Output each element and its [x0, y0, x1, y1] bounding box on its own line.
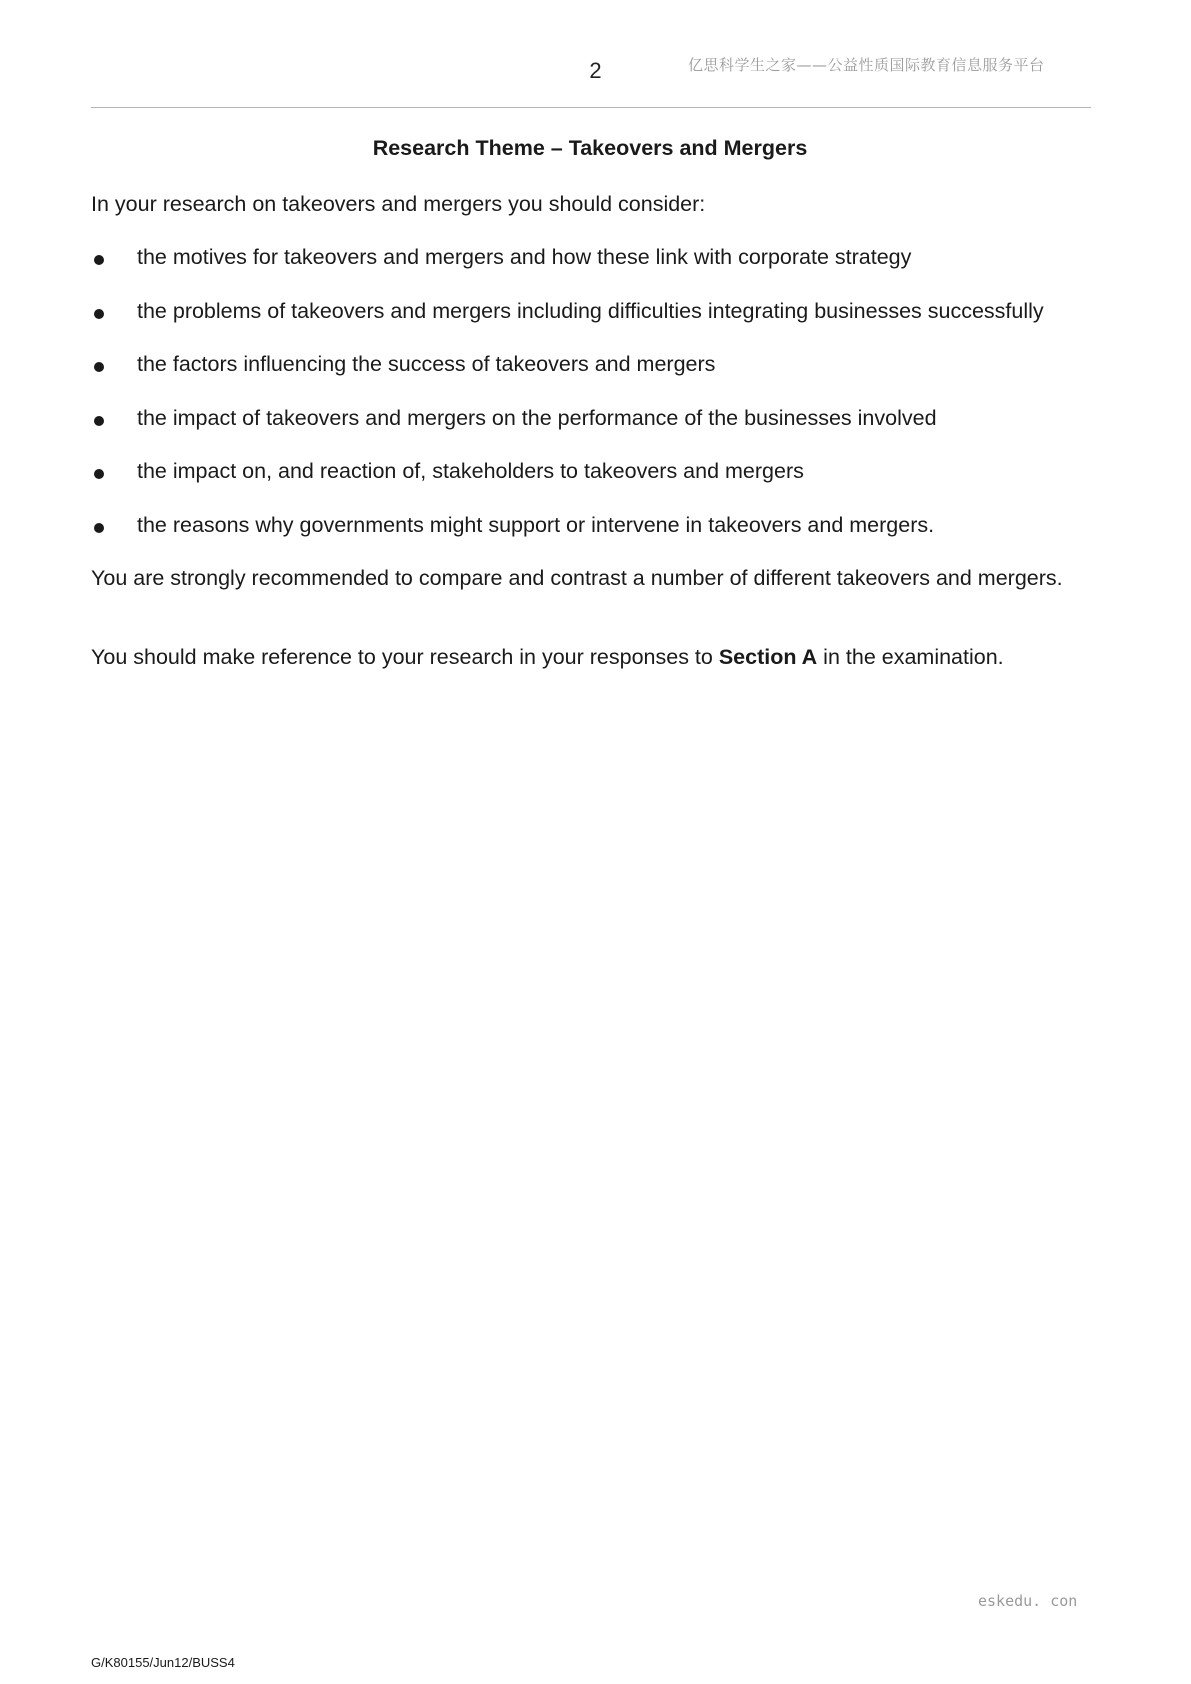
list-item: [91, 406, 1111, 460]
list-item-text: the problems of takeovers and mergers including difficulties integrating businesses successfully: [137, 298, 1044, 323]
reference-paragraph: [91, 644, 1091, 671]
reference-text-end: in the examination.: [817, 645, 1004, 669]
list-item: [91, 459, 1111, 513]
bullet-icon: [94, 362, 104, 372]
compare-paragraph: You are strongly recommended to compare and contrast a number of different takeovers and mergers.: [91, 566, 1063, 590]
intro-text: In your research on takeovers and mergers you should consider:: [91, 192, 706, 216]
list-item: [91, 352, 1111, 406]
list-item-text: the impact of takeovers and mergers on the performance of the businesses involved: [137, 405, 937, 430]
list-item-text: the factors influencing the success of takeovers and mergers: [137, 352, 716, 376]
footer-watermark: eskedu. con: [978, 1592, 1078, 1610]
list-item-text: the motives for takeovers and mergers and how these link with corporate strategy: [137, 245, 912, 269]
list-item-text: the impact on, and reaction of, stakeholders to takeovers and mergers: [137, 459, 804, 483]
bullet-icon: [94, 255, 104, 265]
page-title: Research Theme – Takeovers and Mergers: [372, 136, 808, 160]
consideration-list: [91, 245, 1111, 566]
page-number: 2: [589, 58, 602, 83]
document-code: G/K80155/Jun12/BUSS4: [91, 1655, 235, 1670]
list-item: [91, 513, 1111, 567]
list-item-text: the reasons why governments might support or intervene in takeovers and mergers.: [137, 512, 935, 537]
list-item: [91, 299, 1111, 353]
header-divider: [91, 107, 1091, 108]
bullet-icon: [94, 309, 104, 319]
list-item: [91, 245, 1111, 299]
header-watermark: 亿思科学生之家——公益性质国际教育信息服务平台: [688, 56, 1045, 74]
bullet-icon: [94, 416, 104, 426]
reference-text-start: You should make reference to your research in your responses to: [91, 645, 719, 669]
bullet-icon: [94, 523, 104, 533]
section-a-emphasis: Section A: [718, 645, 818, 669]
bullet-icon: [94, 469, 104, 479]
